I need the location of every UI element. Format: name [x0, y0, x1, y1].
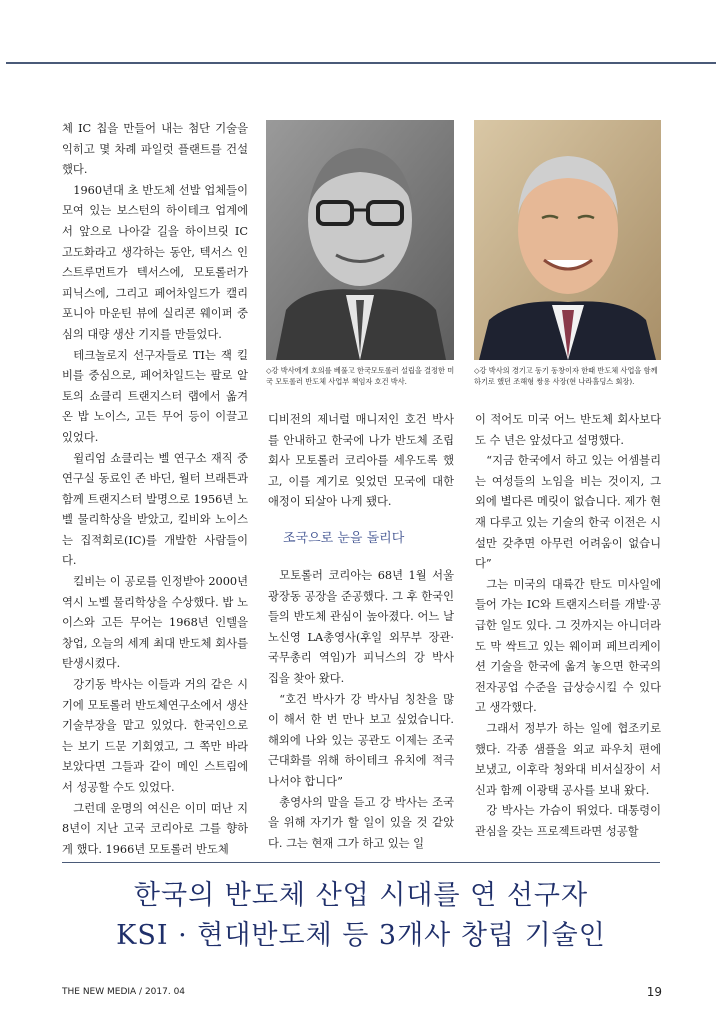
paragraph: 그런데 운명의 여신은 이미 떠난 지 8년이 지난 고국 코리아로 그를 향하게 했다. 1966년 모토롤러 반도체	[62, 801, 248, 856]
paragraph: 총영사의 말을 듣고 강 박사는 조국을 위해 자기가 할 일이 있을 것 같았다. 그는 현재 그가 하고 있는 일	[268, 795, 454, 850]
paragraph: 강기동 박사는 이들과 거의 같은 시기에 모토롤러 반도체연구소에서 생산기술부장을 맡고 있었다. 한국인으로는 보기 드문 기회였고, 그 쪽만 바라 보았다면 그들과 같이 메인 스트림에서 성공할 수도 있었다.	[62, 678, 248, 794]
headline-line-2: KSI · 현대반도체 등 3개사 창립 기술인	[116, 920, 606, 951]
photo-hogan	[266, 120, 454, 360]
paragraph: 킬비는 이 공로를 인정받아 2000년 역시 노벨 물리학상을 수상했다. 밥 노이스와 고든 무어는 1968년 인텔을 창업, 오늘의 세계 최대 반도체 회사를 탄생시켰다.	[62, 575, 248, 671]
paragraph: “호건 박사가 강 박사님 칭찬을 많이 해서 한 번 만나 보고 싶었습니다. 해외에 나와 있는 공관도 이제는 조국 근대화를 위해 하이테크 유치에 적극 나서야 합니다”	[268, 692, 454, 788]
article-headline	[62, 876, 660, 956]
article-column-1	[62, 119, 248, 860]
photo-caption-hogan: ◇강 박사에게 호의를 베풀고 한국모토롤러 설립을 결정한 미국 모토롤러 반도체 사업부 책임자 호건 박사.	[266, 366, 455, 386]
paragraph: 1960년대 초 반도체 선발 업체들이 모여 있는 보스턴의 하이테크 업계에서 앞으로 나아갈 길을 하이브릿 IC 고도화라고 생각하는 동안, 텍서스 인스트루먼트가 텍서스에, 모토롤러가 피닉스에, 그리고 페어차일드가 캘리포니아 마운틴 뷰에 실리콘 웨이퍼 중심의 대량 생산 기지를 만들었다.	[62, 183, 248, 341]
paragraph: 강 박사는 가슴이 뛰었다. 대통령이 관심을 갖는 프로젝트라면 성공할	[475, 804, 661, 838]
paragraph: 이 적어도 미국 어느 반도체 회사보다도 수 년은 앞섰다고 설명했다.	[475, 413, 661, 447]
article-column-3	[475, 410, 661, 842]
top-rule	[6, 62, 716, 64]
photo-cho	[474, 120, 661, 360]
section-subheading: 조국으로 눈을 돌리다	[283, 531, 405, 546]
paragraph: 윌리엄 쇼클리는 벨 연구소 재직 중 연구실 동료인 존 바딘, 월터 브래튼과 함께 트랜지스터 발명으로 1956년 노벨 물리학상을 받았고, 킬비와 노이스는 집적회로(IC)를 개발한 사람들이다.	[62, 451, 248, 568]
paragraph: 그는 미국의 대륙간 탄도 미사일에 들어 가는 IC와 트랜지스터를 개발·공급한 일도 있다. 그 것까지는 아니더라도 막 싹트고 있는 웨이퍼 페브리케이션 기술을 한국에 옮겨 놓으면 한국의 전자공업 수준을 급상승시킬 수 있다고 생각했다.	[475, 577, 661, 715]
photo-caption-cho: ◇강 박사의 경기고 동기 동창이자 한때 반도체 사업을 함께 하기로 했던 조해형 쌍용 사장(현 나라홀딩스 회장).	[474, 366, 658, 386]
headline-line-1: 한국의 반도체 산업 시대를 연 선구자	[133, 880, 589, 911]
paragraph: 체 IC 칩을 만들어 내는 첨단 기술을 익히고 몇 차례 파일럿 플랜트를 건설했다.	[62, 122, 248, 177]
paragraph: 그래서 정부가 하는 일에 협조키로 했다. 각종 샘플을 외교 파우치 편에 보냈고, 이후락 청와대 비서실장이 서신과 함께 이광택 공사를 보내 왔다.	[475, 721, 661, 797]
footer-magazine: THE NEW MEDIA / 2017. 04	[62, 987, 186, 997]
article-column-2-continued	[268, 566, 454, 854]
paragraph: 테크놀로지 선구자들로 TI는 잭 킬비를 중심으로, 페어차일드는 팔로 알토의 쇼클리 트랜지스터 랩에서 옮겨 온 밥 노이스, 고든 무어 등이 이끌고 있었다.	[62, 348, 248, 444]
paragraph: 디비전의 제너럴 매니저인 호건 박사를 안내하고 한국에 나가 반도체 조립 회사 모토롤러 코리아를 세우도록 했고, 이를 계기로 잊었던 모국에 대한 애정이 되살아 나게 됐다.	[268, 413, 454, 509]
paragraph: “지금 한국에서 하고 있는 어셈블리는 여성들의 노임을 비는 것이지, 그 외에 별다른 메릿이 없습니다. 제가 현재 다루고 있는 기술의 한국 이전은 시설만 갖추면 아무런 어려움이 없습니다”	[475, 454, 661, 571]
headline-rule	[62, 862, 660, 863]
paragraph: 모토롤러 코리아는 68년 1월 서울 광장동 공장을 준공했다. 그 후 한국인들의 반도체 관심이 높아졌다. 어느 날 노신영 LA총영사(후일 외무부 장관·국무총리 역임)가 피닉스의 강 박사 집을 찾아 왔다.	[268, 569, 454, 685]
page-number: 19	[646, 985, 662, 999]
article-column-2	[268, 410, 454, 513]
